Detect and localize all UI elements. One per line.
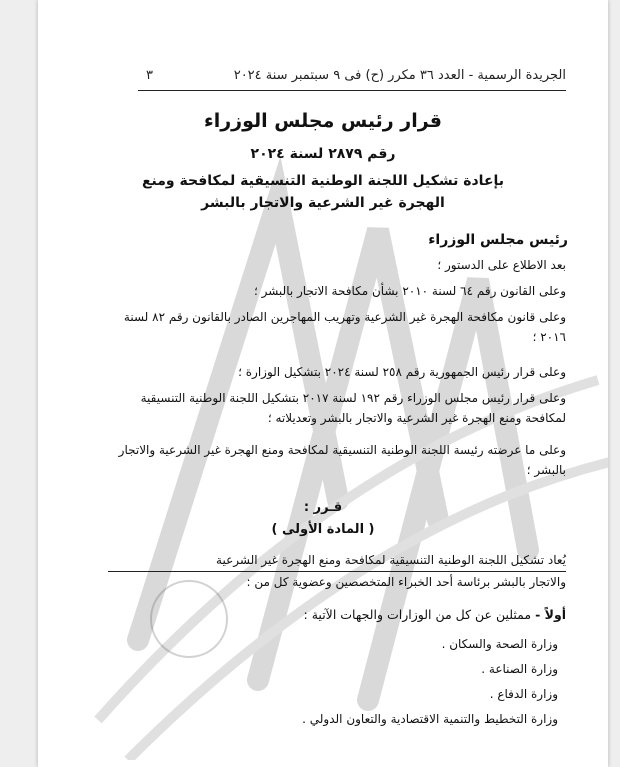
first-clause <box>118 607 566 622</box>
article-title: ( المادة الأولى ) <box>271 522 375 537</box>
recital-5: وعلى قرار رئيس مجلس الوزراء رقم ١٩٢ لسنة ٢٠١٧ بتشكيل اللجنة الوطنية التنسيقية لمكافحة ومنع الهجرة غير الشرعية والاتجار بالبشر وتعديلاته ؛ <box>140 391 566 425</box>
decree-title: قرار رئيس مجلس الوزراء <box>204 110 442 132</box>
issuer-heading: رئيس مجلس الوزراء <box>428 232 568 248</box>
page-number: ٣ <box>146 68 153 83</box>
decided-heading: قـرر : <box>303 500 343 515</box>
recital-3: وعلى قانون مكافحة الهجرة غير الشرعية وتهريب المهاجرين الصادر بالقانون رقم ٨٢ لسنة ٢٠١٦ ؛ <box>123 310 566 344</box>
decree-subject-line-2: الهجرة غير الشرعية والاتجار بالبشر <box>201 195 445 211</box>
gazette-line-text: الجريدة الرسمية - العدد ٣٦ مكرر (ح) فى ٩ سبتمبر سنة ٢٠٢٤ <box>233 68 566 83</box>
article-body-line-1: يُعاد تشكيل اللجنة الوطنية التنسيقية لمكافحة ومنع الهجرة غير الشرعية <box>108 550 566 572</box>
recital-4: وعلى قرار رئيس الجمهورية رقم ٢٥٨ لسنة ٢٠٢٤ بتشكيل الوزارة ؛ <box>238 365 566 379</box>
recital-1: بعد الاطلاع على الدستور ؛ <box>437 258 566 272</box>
decree-subject-line-1: بإعادة تشكيل اللجنة الوطنية التنسيقية لمكافحة ومنع <box>141 173 505 189</box>
decree-subject <box>98 170 548 214</box>
document-page <box>38 0 608 767</box>
list-item: وزارة الصحة والسكان . <box>441 637 558 651</box>
list-item: وزارة الدفاع . <box>489 687 558 701</box>
article-body-line-2: والاتجار بالبشر برئاسة أحد الخبراء المتخصصين وعضوية كل من : <box>246 575 566 589</box>
ministries-list <box>158 632 558 732</box>
first-clause-text: ممثلين عن كل من الوزارات والجهات الآتية : <box>303 607 532 622</box>
first-clause-label: أولاً - <box>535 607 566 622</box>
list-item: وزارة الصناعة . <box>481 662 558 676</box>
list-item: وزارة التخطيط والتنمية الاقتصادية والتعاون الدولي . <box>302 712 558 726</box>
recital-2: وعلى القانون رقم ٦٤ لسنة ٢٠١٠ بشأن مكافحة الاتجار بالبشر ؛ <box>253 284 566 298</box>
decree-number: رقم ٢٨٧٩ لسنة ٢٠٢٤ <box>250 146 396 162</box>
article-body <box>108 550 566 593</box>
gazette-header <box>138 68 566 91</box>
recital-6: وعلى ما عرضته رئيسة اللجنة الوطنية التنسيقية لمكافحة ومنع الهجرة غير الشرعية والاتجار بالبشر ؛ <box>118 443 566 477</box>
